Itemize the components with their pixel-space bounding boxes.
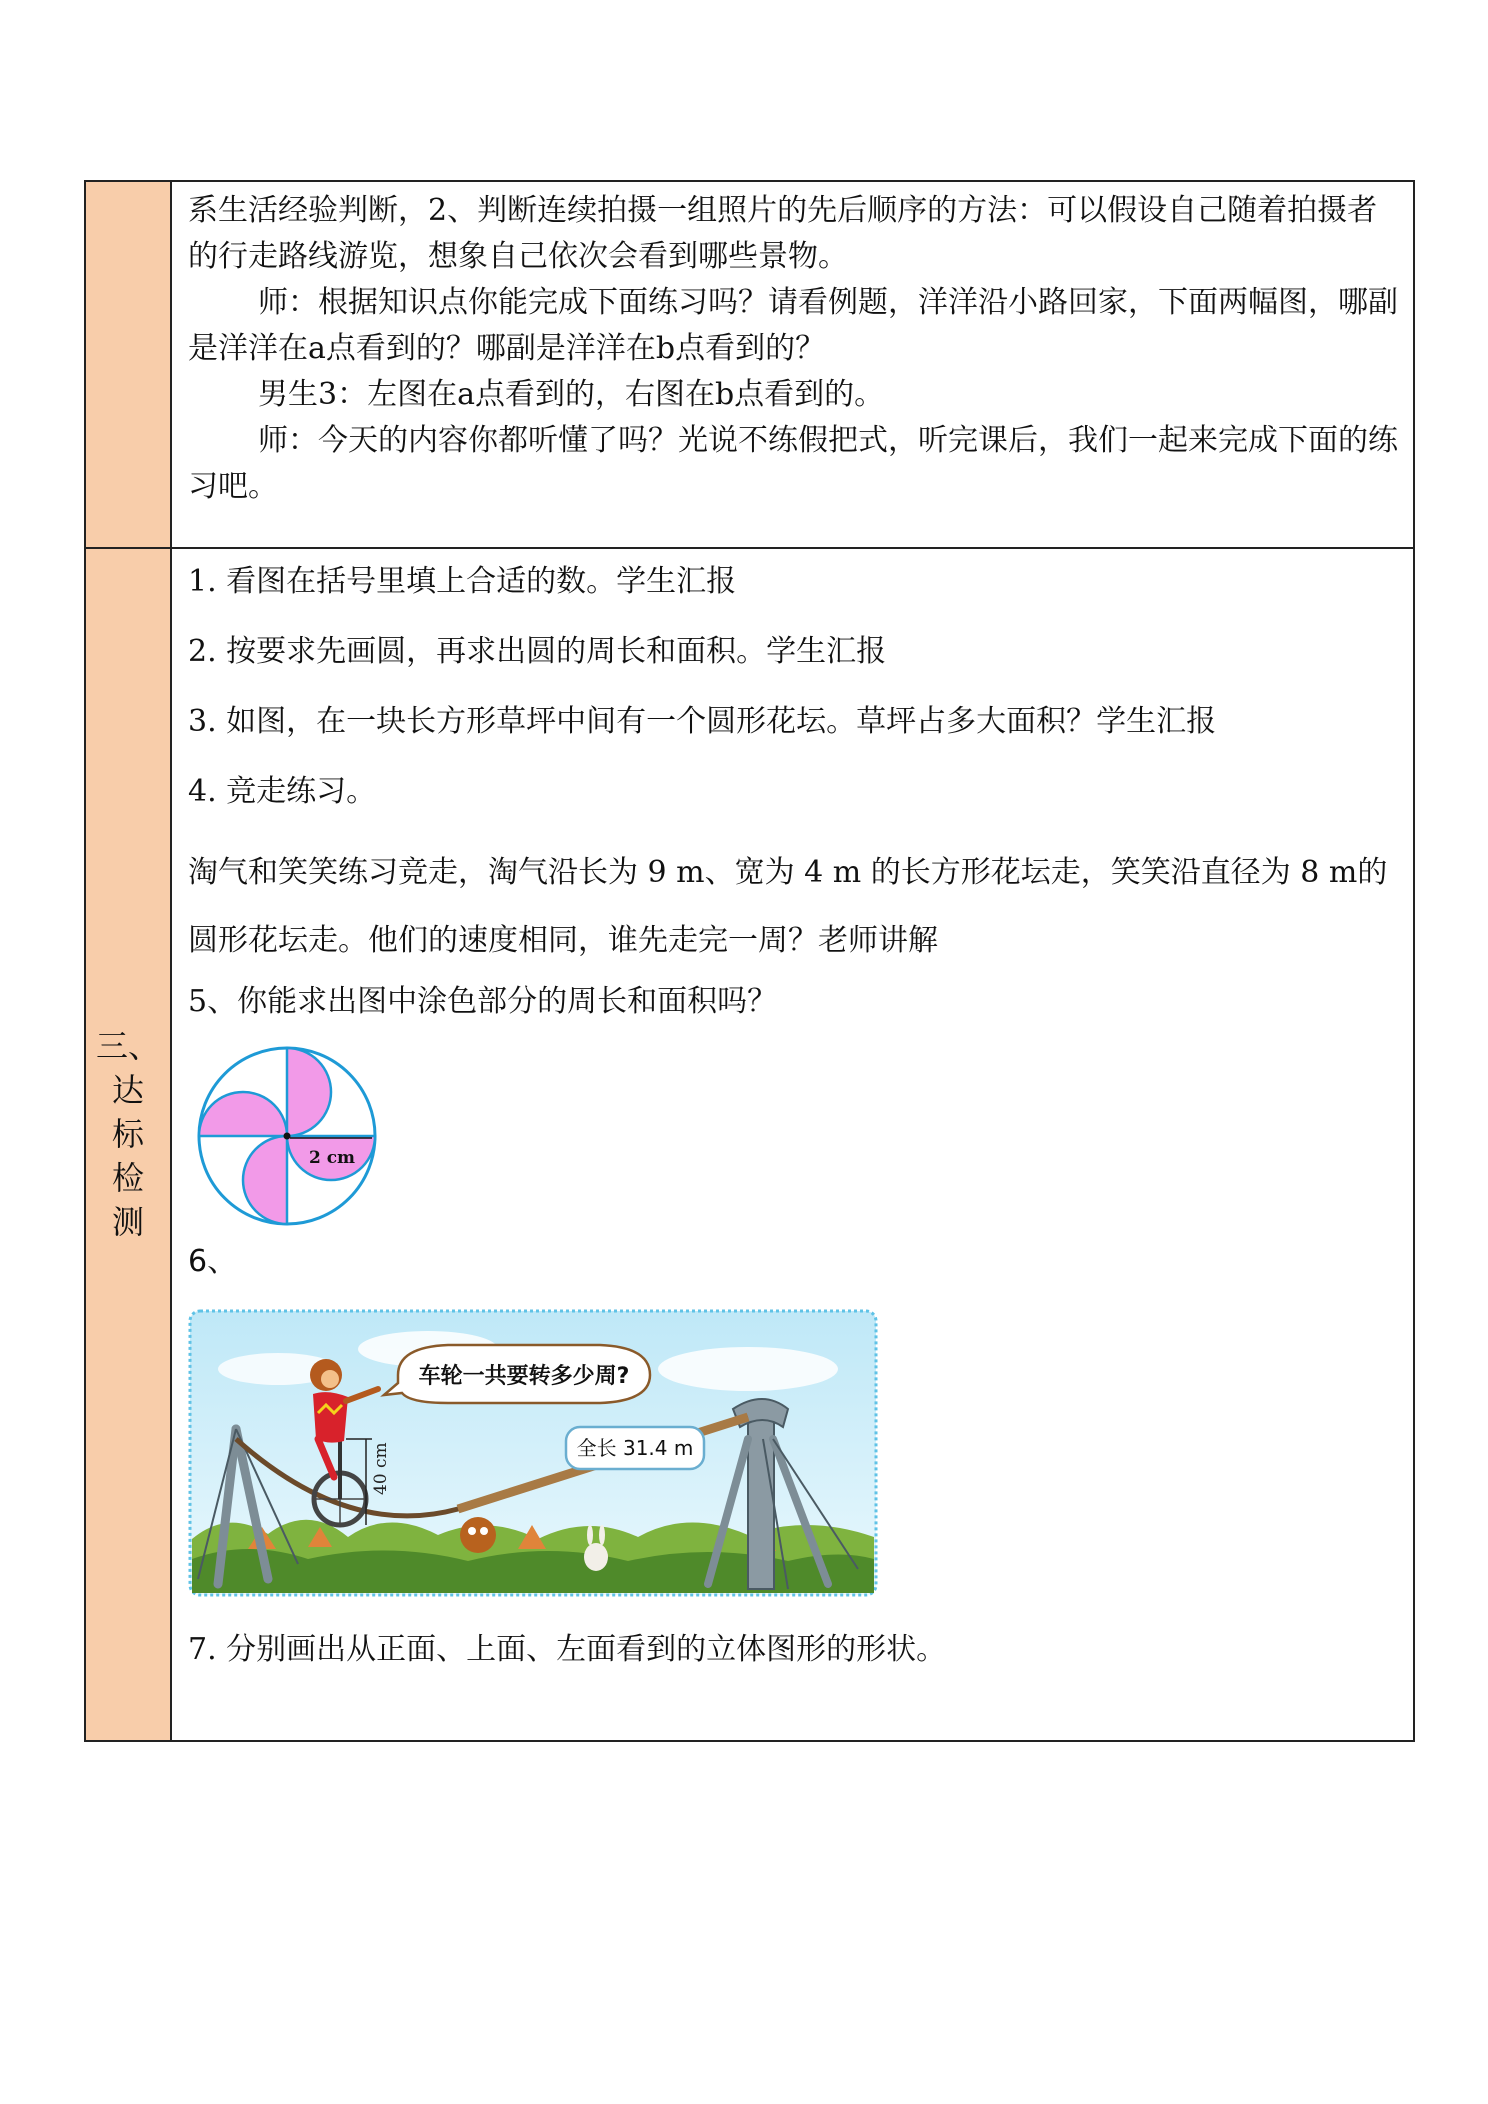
- table-row: [85, 548, 1414, 1741]
- speech-bubble-text: 车轮一共要转多少周?: [418, 1364, 630, 1389]
- question-3: 3. 如图，在一块长方形草坪中间有一个圆形花坛。草坪占多大面积？学生汇报: [188, 704, 1217, 739]
- paragraph: 师：根据知识点你能完成下面练习吗？请看例题，洋洋沿小路回家，下面两幅图，哪副是洋洋在a点看到的？哪副是洋洋在b点看到的？: [188, 285, 1398, 366]
- unicycle-tightrope-illustration: [188, 1309, 878, 1597]
- exercise-content-cell: [171, 548, 1414, 1741]
- question-5: 5、你能求出图中涂色部分的周长和面积吗？: [188, 984, 778, 1019]
- height-label: 40 cm: [371, 1442, 391, 1495]
- question-4: 4. 竞走练习。: [188, 774, 377, 809]
- lesson-table: [84, 180, 1415, 1742]
- question-2: 2. 按要求先画圆，再求出圆的周长和面积。学生汇报: [188, 634, 887, 669]
- section-label-char: 达: [111, 1071, 144, 1109]
- pinwheel-circle-figure: [192, 1041, 382, 1231]
- table-row: [85, 181, 1414, 548]
- question-6: 6、: [188, 1244, 238, 1279]
- section-label-char: 测: [111, 1203, 144, 1241]
- section-label: [86, 1024, 170, 1244]
- section-label-cell: [85, 548, 171, 1741]
- question-1: 1. 看图在括号里填上合适的数。学生汇报: [188, 564, 737, 599]
- paragraph: 系生活经验判断，2、判断连续拍摄一组照片的先后顺序的方法：可以假设自己随着拍摄者的行走路线游览，想象自己依次会看到哪些景物。: [188, 193, 1378, 274]
- question-7: 7. 分别画出从正面、上面、左面看到的立体图形的形状。: [188, 1632, 947, 1667]
- paragraph: 男生3：左图在a点看到的，右图在b点看到的。: [258, 377, 885, 412]
- radius-label: 2 cm: [308, 1148, 356, 1168]
- section-label-char: 检: [111, 1159, 144, 1197]
- section-label-char: 三、: [95, 1027, 160, 1065]
- row-label-cell-empty: [85, 181, 171, 548]
- paragraph: 师：今天的内容你都听懂了吗？光说不练假把式，听完课后，我们一起来完成下面的练习吧。: [188, 423, 1398, 504]
- question-4-body: 淘气和笑笑练习竞走，淘气沿长为 9 m、宽为 4 m 的长方形花坛走，笑笑沿直径为 8 m的圆形花坛走。他们的速度相同，谁先走完一周？老师讲解: [188, 855, 1388, 958]
- length-label: 全长 31.4 m: [576, 1436, 694, 1460]
- section-label-char: 标: [111, 1115, 144, 1153]
- row-content-cell: [171, 181, 1414, 548]
